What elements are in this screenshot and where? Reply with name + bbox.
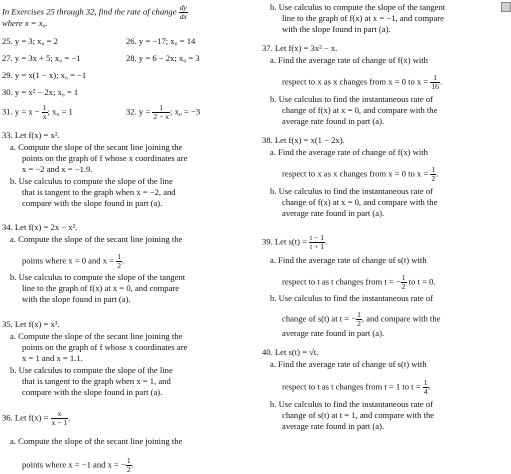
exercise-36-head: 36. Let f(x) = $\frac{x}{x - 1}$ . bbox=[2, 409, 71, 427]
exercise-40-b: b. Use calculus to find the instantaneous rate of bbox=[270, 399, 433, 409]
margin-marker bbox=[501, 2, 511, 12]
exercise-37-head: 37. Let f(x) = 3x² − x. bbox=[262, 43, 338, 53]
exercise-34-b: b. Use calculus to compute the slope of the tangent bbox=[10, 272, 186, 282]
exercise-32: 32. y = $\frac{1}{2 - x}$ ; x₀ = −3 bbox=[126, 103, 201, 121]
exercise-33-a: a. Compute the slope of the secant line joining the bbox=[10, 142, 183, 152]
exercise-27: 27. y = 3x + 5; x₀ = −1 bbox=[2, 53, 81, 63]
exercise-35-head: 35. Let f(x) = x³. bbox=[2, 319, 60, 329]
exercise-28: 28. y = 6 − 2x; x₀ = 3 bbox=[126, 53, 200, 63]
exercise-31: 31. y = x − $\frac{1}{x}$ ; x₀ = 1 bbox=[2, 103, 73, 121]
exercise-33-head: 33. Let f(x) = x². bbox=[2, 130, 60, 140]
exercise-38-b: b. Use calculus to find the instantaneous rate of bbox=[270, 186, 433, 196]
exercise-38-a: a. Find the average rate of change of f(x) with bbox=[270, 147, 428, 157]
exercise-36-a: a. Compute the slope of the secant line joining the bbox=[10, 436, 183, 446]
exercise-40-head: 40. Let s(t) = √t. bbox=[262, 347, 319, 357]
exercise-34-head: 34. Let f(x) = 2x − x². bbox=[2, 222, 78, 232]
exercise-29: 29. y = x(1 − x); x₀ = −1 bbox=[2, 70, 87, 80]
textbook-page: In Exercises 25 through 32, find the rate of change $\frac{dy}{dx}$ where x = x₀. 25. y = 3; x₀ = 2 26. y = −17; x₀ = 14 27. y = 3x + 5; x₀ = −1 28. y = 6 − 2x; x₀ = 3 29. y = x(1 − x); x₀ = −1 30. y = x² − 2x; x₀ = 1 31. y = x − $\frac{1}{x}$ ; x₀ = 1 32. y = $\frac{1}{2 - x}$ ; x₀ = −3 33. Let f(x) = x². a. Compute the slope of the secant line joining the points on the graph of f whose x coordinates are x = −2 and x = −1.9. b. Use calculus to compute the slope of the line that is tangent to the graph when x = −2, and compare with the slope found in part (a). 34. Let f(x) = 2x − x². a. Compute the slope of the secant line joining the points where x = 0 and x = $\frac{1}{2}$ . b. Use calculus to compute the slope of the tangent line to the graph of f(x) at x = 0, and compare with the slope found in part (a). 35. Let f(x) = x³. a. Compute the slope of the secant line joining the points on the graph of f whose x coordinates are x = 1 and x = 1.1. b. Use calculus to compute the slope of the line that is tangent to the graph when x = 1, and compare with the slope found in part (a). 36. Let f(x) = $\frac{x}{x - 1}$ . a. Compute the slope of the secant line joining the points where x = −1 and x = − $\frac{1}{2}$ . b. Use calculus to compute the slope of the tangent line to the graph of f(x) at x = −1, and compare with the slope found in part (a). 37. Let f(x) = 3x² − x. a. Find the average rate of change of f(x) with respect to x as x changes from x = 0 to x = $\frac{1}{16}$ . b. Use calculus to find the instantaneous rate of change of f(x) at x = 0, and compare with the average rate found in part (a). 38. Let f(x) = x(1 − 2x). a. Find the average rate of change of f(x) with respect to x as x changes from x = 0 to x = $\frac{1}{2}$ . b. Use calculus to find the instantaneous rate of change of f(x) at x = 0, and compare with the average rate found in part (a). 39. Let s(t) = $\frac{t - 1}{t + 1}$ . a. Find the average rate of change of s(t) with respect to t as t changes from t = − $\frac{1}{2}$ to t = 0. b. Use calculus to find the instantaneous rate of change of s(t) at t = − $\frac{1}{2}$ , and compare with the average rate found in part (a). 40. Let s(t) = √t. a. Find the average rate of change of s(t) with respect to t as t changes from t = 1 to t = $\frac{1}{4}$ . b. Use calculus to find the instantaneous rate of change of s(t) at t = 1, and compare with the average rate found in part (a). bbox=[0, 0, 511, 474]
exercise-26: 26. y = −17; x₀ = 14 bbox=[126, 36, 196, 46]
dy-dx-fraction: $\frac{dy}{dx}$ bbox=[179, 3, 187, 21]
exercise-38-head: 38. Let f(x) = x(1 − 2x). bbox=[262, 135, 345, 145]
exercise-25: 25. y = 3; x₀ = 2 bbox=[2, 36, 58, 46]
exercise-39-head: 39. Let s(t) = $\frac{t - 1}{t + 1}$ . bbox=[262, 233, 328, 251]
exercise-36-b: b. Use calculus to compute the slope of the tangent bbox=[270, 2, 446, 12]
exercise-35-b: b. Use calculus to compute the slope of the line bbox=[10, 365, 173, 375]
intro-line-1: In Exercises 25 through 32, find the rate of change $\frac{dy}{dx}$ bbox=[2, 3, 187, 21]
exercise-33-b: b. Use calculus to compute the slope of the line bbox=[10, 176, 173, 186]
exercise-34-a: a. Compute the slope of the secant line joining the bbox=[10, 234, 183, 244]
exercise-37-a: a. Find the average rate of change of f(x) with bbox=[270, 55, 428, 65]
exercise-39-b: b. Use calculus to find the instantaneous rate of bbox=[270, 293, 433, 303]
exercise-35-a: a. Compute the slope of the secant line joining the bbox=[10, 331, 183, 341]
intro-line-2: where x = x₀. bbox=[2, 18, 48, 28]
exercise-30: 30. y = x² − 2x; x₀ = 1 bbox=[2, 87, 79, 97]
exercise-40-a: a. Find the average rate of change of s(t) with bbox=[270, 359, 427, 369]
exercise-39-a: a. Find the average rate of change of s(t) with bbox=[270, 255, 427, 265]
exercise-37-b: b. Use calculus to find the instantaneous rate of bbox=[270, 94, 433, 104]
